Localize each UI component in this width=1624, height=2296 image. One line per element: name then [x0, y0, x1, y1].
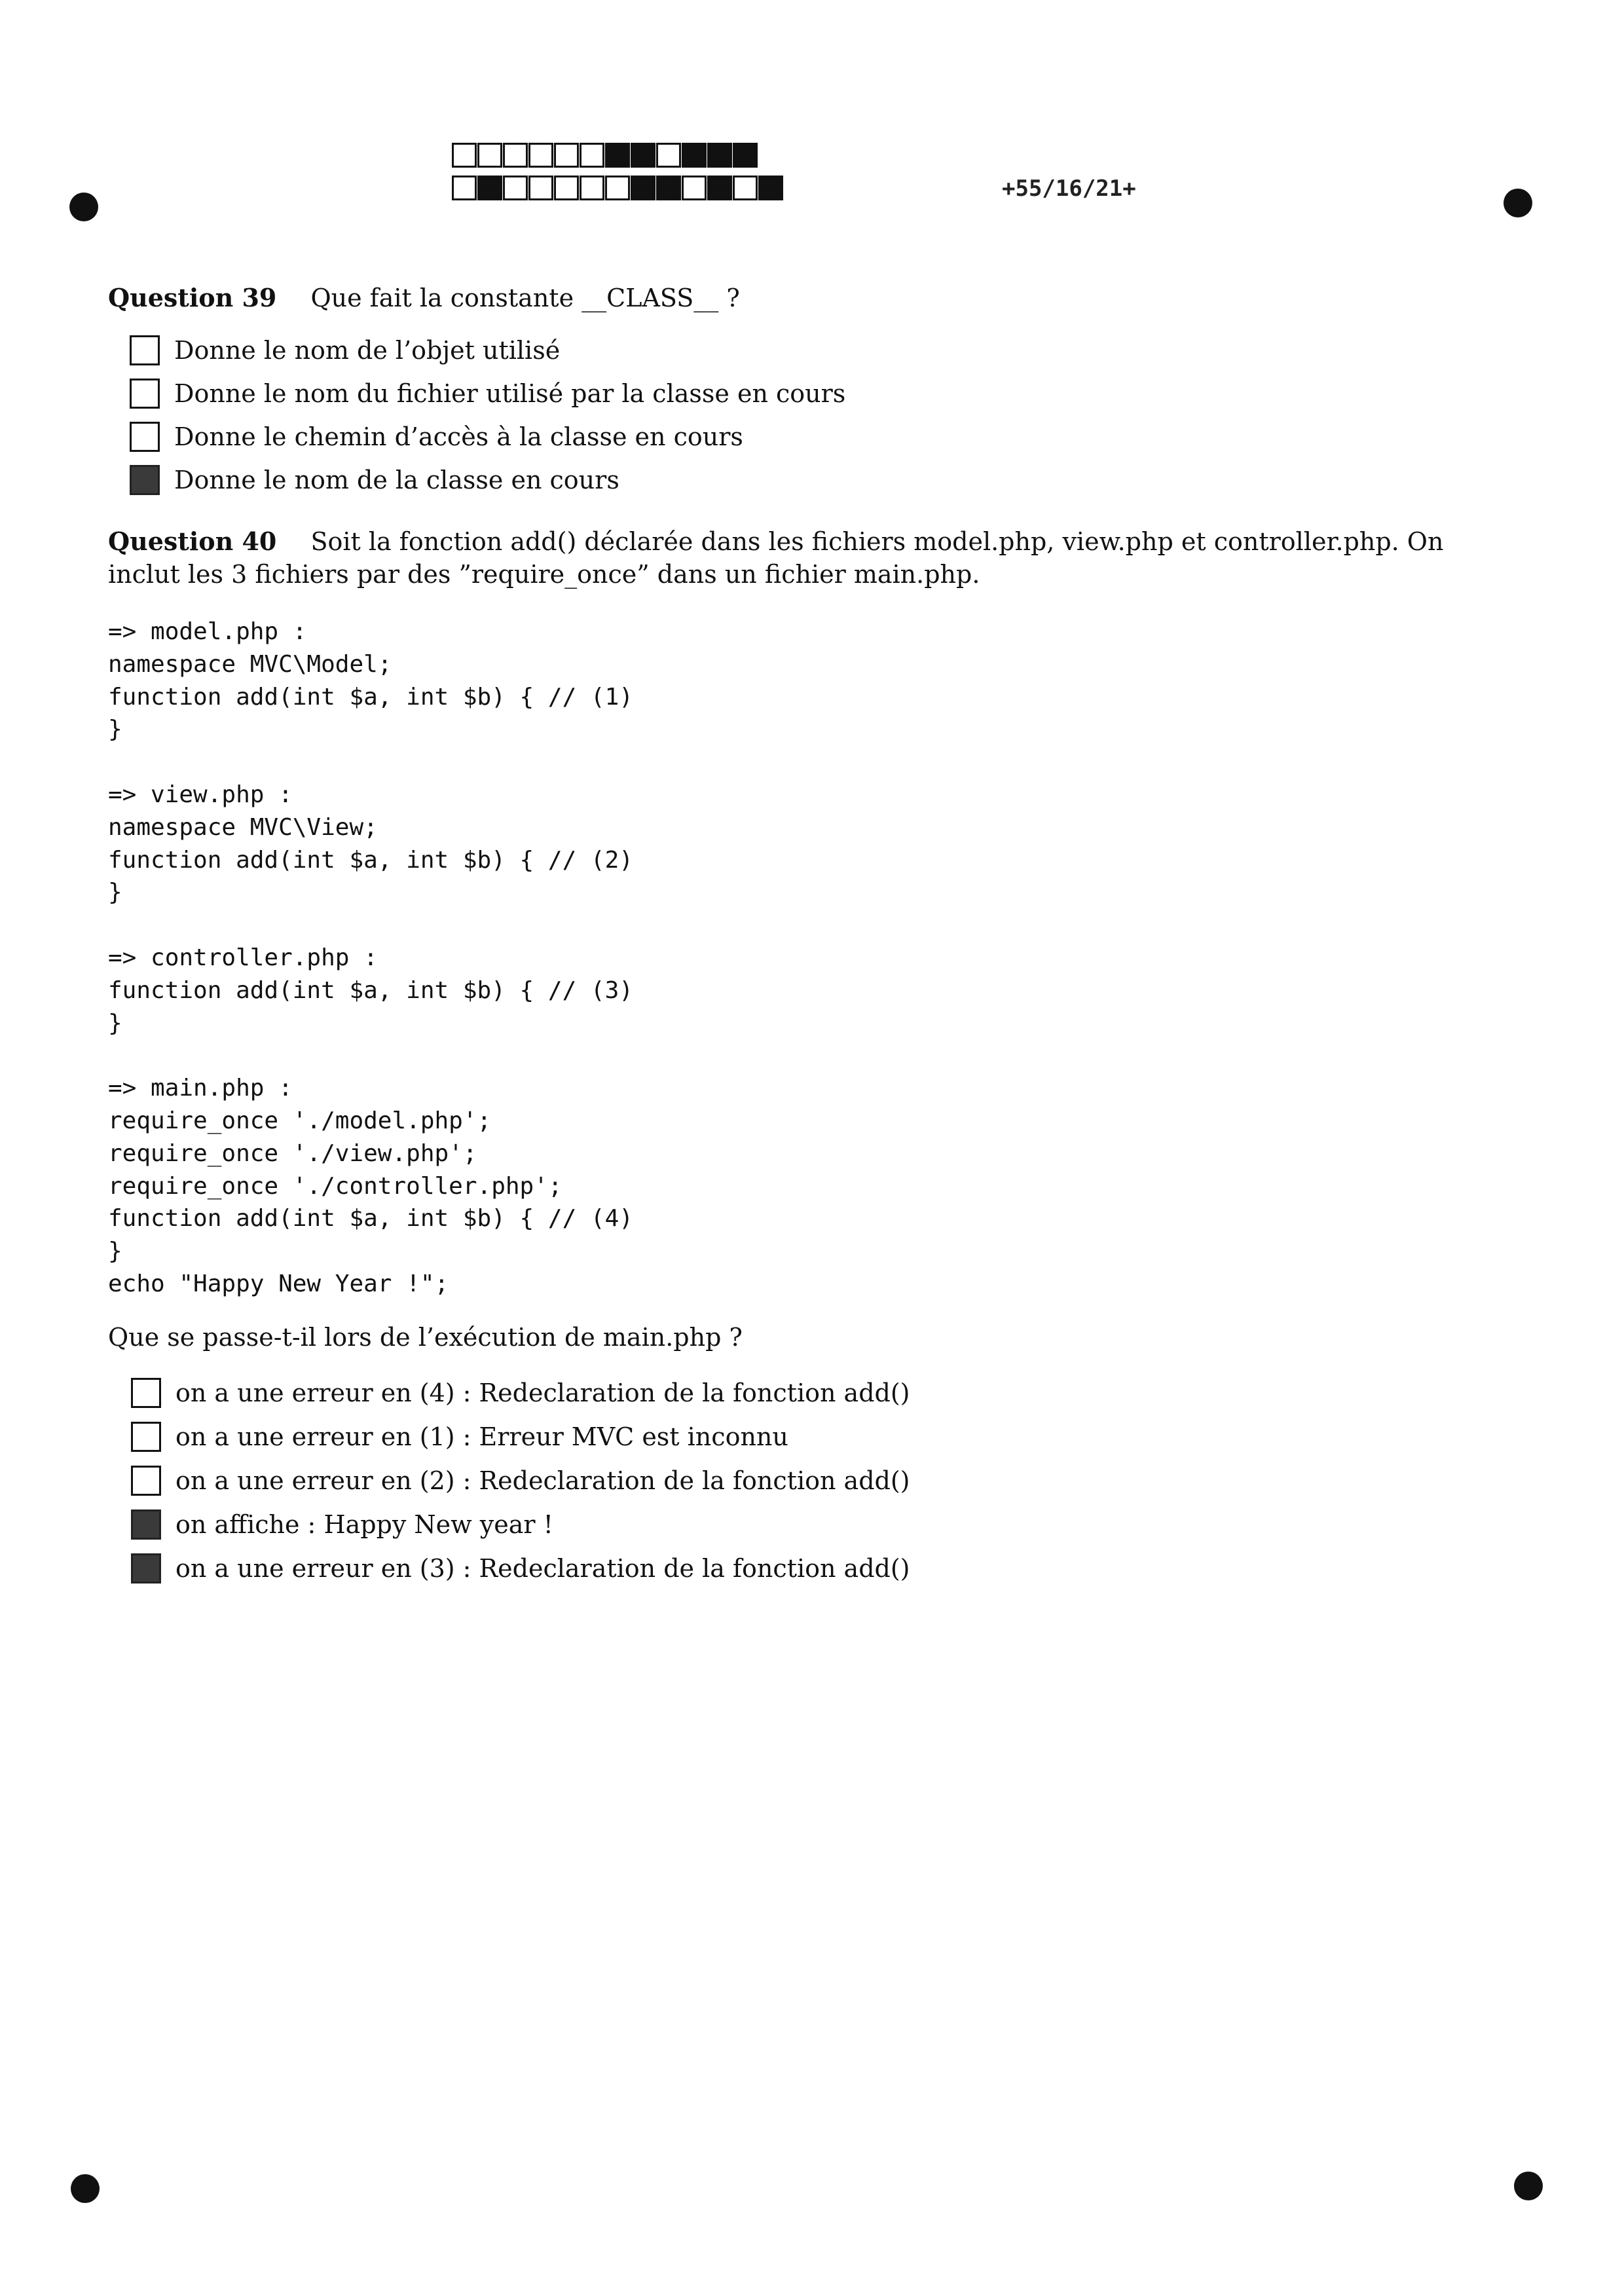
- barcode-cell: [758, 176, 783, 200]
- barcode-cell: [707, 176, 732, 200]
- question-39-heading: [108, 282, 1516, 314]
- question-number: Question 39: [108, 283, 277, 312]
- barcode-cell: [554, 176, 579, 200]
- q40-answer-2[interactable]: [131, 1422, 788, 1452]
- barcode-cell: [580, 143, 604, 168]
- barcode-cell: [528, 143, 553, 168]
- barcode-cell: [733, 176, 758, 200]
- page-id: +55/16/21+: [1002, 176, 1136, 202]
- answer-checkbox[interactable]: [131, 1378, 161, 1408]
- barcode-cell: [503, 143, 528, 168]
- barcode-cell: [528, 176, 553, 200]
- barcode-cell: [452, 176, 477, 200]
- registration-dot-top-left: [69, 193, 98, 221]
- answer-checkbox[interactable]: [130, 465, 160, 495]
- barcode-cell: [477, 176, 502, 200]
- q40-answer-5[interactable]: [131, 1553, 910, 1583]
- barcode-cell: [682, 176, 707, 200]
- barcode-cell: [631, 176, 655, 200]
- barcode-cell: [656, 143, 681, 168]
- answer-label: on a une erreur en (2) : Redeclaration de la fonction add(): [175, 1466, 910, 1495]
- answer-checkbox[interactable]: [131, 1509, 161, 1540]
- answer-label: on affiche : Happy New year !: [175, 1510, 553, 1539]
- barcode-cell: [682, 143, 707, 168]
- barcode-cell: [580, 176, 604, 200]
- barcode-cell: [503, 176, 528, 200]
- code-listing: => model.php : namespace MVC\Model; function add(int $a, int $b) { // (1) } => view.php : namespace MVC\View; function add(int $a, int $b) { // (2) } => controller.php : function add(int $a, int $b) { // (3) } => main.php : require_once './model.php'; require_once './view.php'; require_once './controller.php'; function add(int $a, int $b) { // (4) } echo "Happy New Year !";: [108, 618, 633, 1297]
- barcode-cell: [656, 176, 681, 200]
- registration-dot-bottom-left: [71, 2174, 100, 2203]
- answer-checkbox[interactable]: [130, 379, 160, 409]
- answer-label: on a une erreur en (3) : Redeclaration de la fonction add(): [175, 1554, 910, 1583]
- barcode-row-1: [452, 143, 758, 168]
- answer-checkbox[interactable]: [131, 1466, 161, 1496]
- answer-label: on a une erreur en (1) : Erreur MVC est inconnu: [175, 1422, 788, 1451]
- answer-label: Donne le nom de la classe en cours: [174, 466, 619, 494]
- q40-answer-1[interactable]: [131, 1378, 910, 1408]
- barcode-cell: [605, 143, 630, 168]
- answer-checkbox[interactable]: [130, 422, 160, 452]
- barcode-cell: [707, 143, 732, 168]
- barcode-cell: [733, 143, 758, 168]
- question-prompt: Que se passe-t-il lors de l’exécution de main.php ?: [108, 1323, 743, 1352]
- question-text: Soit la fonction add() déclarée dans les fichiers model.php, view.php et controller.php. On inclut les 3 fichiers par des ”require_once” dans un fichier main.php.: [108, 527, 1444, 589]
- barcode-cell: [631, 143, 655, 168]
- answer-label: Donne le chemin d’accès à la classe en cours: [174, 422, 743, 451]
- answer-label: Donne le nom de l’objet utilisé: [174, 336, 561, 365]
- registration-dot-bottom-right: [1514, 2172, 1543, 2200]
- q39-answer-3[interactable]: [130, 422, 743, 452]
- question-text: Que fait la constante __CLASS__ ?: [310, 284, 740, 312]
- question-40-heading: [108, 525, 1516, 591]
- q40-answer-3[interactable]: [131, 1466, 910, 1496]
- answer-checkbox[interactable]: [131, 1422, 161, 1452]
- barcode-cell: [554, 143, 579, 168]
- registration-dot-top-right: [1504, 189, 1532, 217]
- q39-answer-1[interactable]: [130, 335, 560, 365]
- answer-checkbox[interactable]: [131, 1553, 161, 1583]
- barcode-cell: [605, 176, 630, 200]
- answer-label: Donne le nom du fichier utilisé par la classe en cours: [174, 379, 846, 408]
- question-number: Question 40: [108, 527, 277, 556]
- barcode-row-2: [452, 176, 784, 200]
- q40-answer-4[interactable]: [131, 1509, 553, 1540]
- q39-answer-2[interactable]: [130, 379, 845, 409]
- q39-answer-4[interactable]: [130, 465, 619, 495]
- answer-checkbox[interactable]: [130, 335, 160, 365]
- barcode-cell: [452, 143, 477, 168]
- answer-label: on a une erreur en (4) : Redeclaration de la fonction add(): [175, 1379, 910, 1407]
- barcode-cell: [477, 143, 502, 168]
